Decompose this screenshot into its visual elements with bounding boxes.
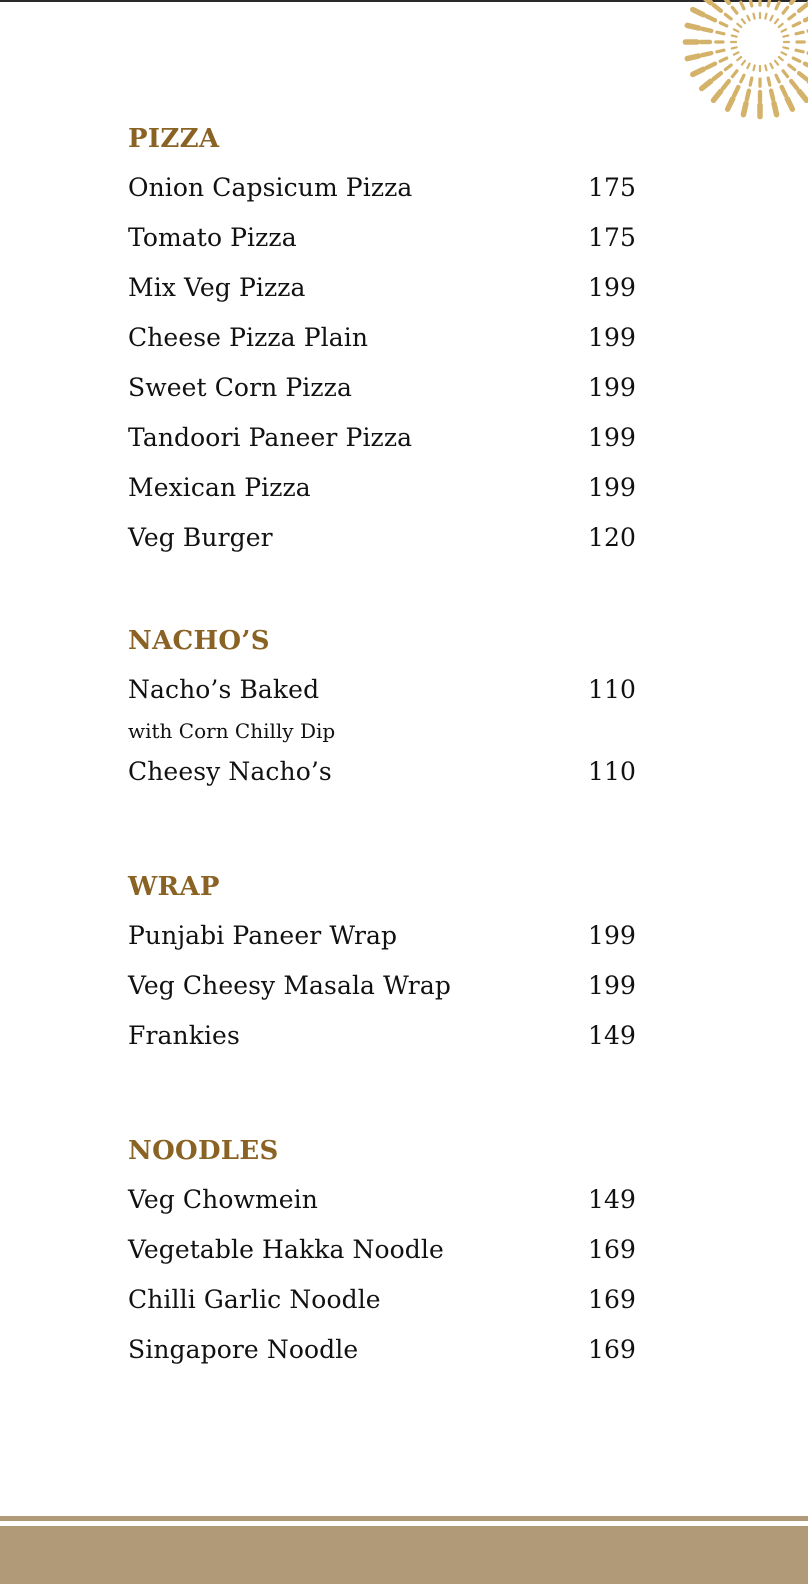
section-noodles xyxy=(128,1132,636,1382)
sunburst-ray xyxy=(782,87,786,96)
section-wrap xyxy=(128,868,636,1068)
sunburst-ray xyxy=(714,91,721,100)
item-price: 120 xyxy=(587,523,636,552)
sunburst-ray xyxy=(734,29,739,31)
sunburst-ray xyxy=(782,29,787,31)
item-price: 169 xyxy=(587,1285,636,1314)
sunburst-ray xyxy=(782,52,787,54)
item-price: 199 xyxy=(587,423,636,452)
section-nachos xyxy=(128,622,636,804)
sunburst-ray xyxy=(754,65,755,70)
sunburst-ray xyxy=(725,14,731,19)
sunburst-ray xyxy=(732,71,737,77)
sunburst-ray xyxy=(728,99,733,109)
sunburst-ray xyxy=(783,36,788,37)
sunburst-ray xyxy=(732,7,737,13)
menu-item xyxy=(128,754,636,804)
sunburst-ray xyxy=(737,57,741,60)
sunburst-ray xyxy=(702,29,711,31)
sunburst-ray xyxy=(720,58,727,61)
item-price: 199 xyxy=(587,921,636,950)
sunburst-ray xyxy=(771,91,773,100)
sunburst-ornament-icon xyxy=(648,0,808,150)
sunburst-ray xyxy=(789,65,795,70)
sunburst-ray xyxy=(775,19,778,23)
section-spacer xyxy=(128,804,636,868)
sunburst-ray xyxy=(783,47,788,48)
sunburst-ray xyxy=(702,81,711,88)
item-price: 169 xyxy=(587,1335,636,1364)
sunburst-ray xyxy=(776,2,779,9)
item-name: Cheesy Nacho’s xyxy=(128,757,332,786)
sunburst-ray xyxy=(723,0,729,3)
sunburst-ray xyxy=(734,52,739,54)
sunburst-ray xyxy=(791,0,797,3)
section-title-wrap: WRAP xyxy=(128,872,220,902)
item-name: Veg Chowmein xyxy=(128,1185,318,1214)
item-name: Vegetable Hakka Noodle xyxy=(128,1235,444,1264)
sunburst-ray xyxy=(783,71,788,77)
sunburst-ray xyxy=(799,73,806,79)
item-name: Singapore Noodle xyxy=(128,1335,359,1364)
section-title-nachos: NACHO’S xyxy=(128,626,270,656)
sunburst-ray xyxy=(707,16,716,20)
item-name: Veg Burger xyxy=(128,523,273,552)
item-price: 199 xyxy=(587,373,636,402)
sunburst-ray xyxy=(747,64,749,69)
menu-item xyxy=(128,672,636,722)
sunburst-ray xyxy=(717,32,724,34)
item-price: 110 xyxy=(587,757,636,786)
sunburst-ray xyxy=(687,25,698,28)
sunburst-ray xyxy=(754,14,755,19)
menu-page xyxy=(128,120,636,1382)
menu-item xyxy=(128,1018,636,1068)
footer-rule xyxy=(0,1516,808,1521)
sunburst-ray xyxy=(775,61,778,65)
item-name: Chilli Garlic Noodle xyxy=(128,1285,381,1314)
sunburst-ray xyxy=(787,99,792,109)
menu-item xyxy=(128,220,636,270)
sunburst-ray xyxy=(714,5,721,11)
sunburst-ray xyxy=(732,36,737,37)
section-title-pizza: PIZZA xyxy=(128,124,220,154)
item-price: 199 xyxy=(587,473,636,502)
sunburst-ray xyxy=(742,19,745,23)
sunburst-ray xyxy=(776,75,779,82)
item-price: 199 xyxy=(587,971,636,1000)
item-name: Mexican Pizza xyxy=(128,473,311,502)
sunburst-ray xyxy=(779,57,783,60)
item-name: Sweet Corn Pizza xyxy=(128,373,352,402)
sunburst-ray xyxy=(723,81,729,88)
sunburst-ray xyxy=(793,23,800,26)
item-name: Mix Veg Pizza xyxy=(128,273,306,302)
sunburst-ray xyxy=(783,7,788,13)
sunburst-ray xyxy=(789,14,795,19)
menu-item xyxy=(128,1182,636,1232)
item-price: 110 xyxy=(587,675,636,704)
sunburst-ray xyxy=(791,81,797,88)
section-spacer xyxy=(128,1068,636,1132)
sunburst-ray xyxy=(796,50,803,52)
sunburst-ray xyxy=(750,78,752,85)
menu-item xyxy=(128,270,636,320)
item-price: 149 xyxy=(587,1021,636,1050)
sunburst-ray xyxy=(799,91,806,100)
menu-item xyxy=(128,1232,636,1282)
sunburst-ray xyxy=(693,10,703,15)
sunburst-ray xyxy=(765,14,766,19)
menu-item xyxy=(128,968,636,1018)
sunburst-ray xyxy=(725,65,731,70)
sunburst-ray xyxy=(743,103,746,114)
menu-item xyxy=(128,520,636,570)
menu-item xyxy=(128,1282,636,1332)
item-name: Tomato Pizza xyxy=(128,223,297,252)
menu-item xyxy=(128,370,636,420)
section-pizza xyxy=(128,120,636,570)
section-spacer xyxy=(128,570,636,622)
item-name: Nacho’s Baked xyxy=(128,675,320,704)
item-price: 175 xyxy=(587,173,636,202)
sunburst-ray xyxy=(687,56,698,59)
sunburst-ray xyxy=(793,58,800,61)
sunburst-ray xyxy=(742,61,745,65)
section-title-noodles: NOODLES xyxy=(128,1136,279,1166)
sunburst-ray xyxy=(741,75,744,82)
menu-item xyxy=(128,320,636,370)
sunburst-ray xyxy=(770,16,772,21)
item-name: Cheese Pizza Plain xyxy=(128,323,369,352)
sunburst-ray xyxy=(768,78,770,85)
footer-band xyxy=(0,1526,808,1584)
sunburst-ray xyxy=(747,91,749,100)
item-name: Tandoori Paneer Pizza xyxy=(128,423,413,452)
item-price: 175 xyxy=(587,223,636,252)
menu-item xyxy=(128,1332,636,1382)
sunburst-ray xyxy=(734,87,738,96)
item-price: 169 xyxy=(587,1235,636,1264)
menu-item xyxy=(128,420,636,470)
sunburst-ray xyxy=(796,32,803,34)
sunburst-ray xyxy=(720,23,727,26)
sunburst-ray xyxy=(732,47,737,48)
item-note: with Corn Chilly Dip xyxy=(128,719,336,743)
sunburst-ray xyxy=(750,0,752,6)
sunburst-ray xyxy=(717,50,724,52)
sunburst-ray xyxy=(770,64,772,69)
sunburst-ray xyxy=(693,69,703,74)
sunburst-ray xyxy=(779,24,783,27)
menu-item xyxy=(128,470,636,520)
item-name: Onion Capsicum Pizza xyxy=(128,173,413,202)
sunburst-ray xyxy=(714,73,721,79)
item-price: 199 xyxy=(587,273,636,302)
item-name: Punjabi Paneer Wrap xyxy=(128,921,398,950)
item-name: Veg Cheesy Masala Wrap xyxy=(128,971,451,1000)
menu-item xyxy=(128,918,636,968)
sunburst-ray xyxy=(765,65,766,70)
sunburst-ray xyxy=(747,16,749,21)
sunburst-ray xyxy=(768,0,770,6)
sunburst-ray xyxy=(737,24,741,27)
item-price: 149 xyxy=(587,1185,636,1214)
sunburst-ray xyxy=(702,53,711,55)
sunburst-ray xyxy=(741,2,744,9)
sunburst-ray xyxy=(774,103,777,114)
item-name: Frankies xyxy=(128,1021,240,1050)
item-price: 199 xyxy=(587,323,636,352)
sunburst-ray xyxy=(702,0,711,3)
sunburst-ray xyxy=(707,64,716,68)
menu-item xyxy=(128,170,636,220)
sunburst-ray xyxy=(799,5,806,11)
